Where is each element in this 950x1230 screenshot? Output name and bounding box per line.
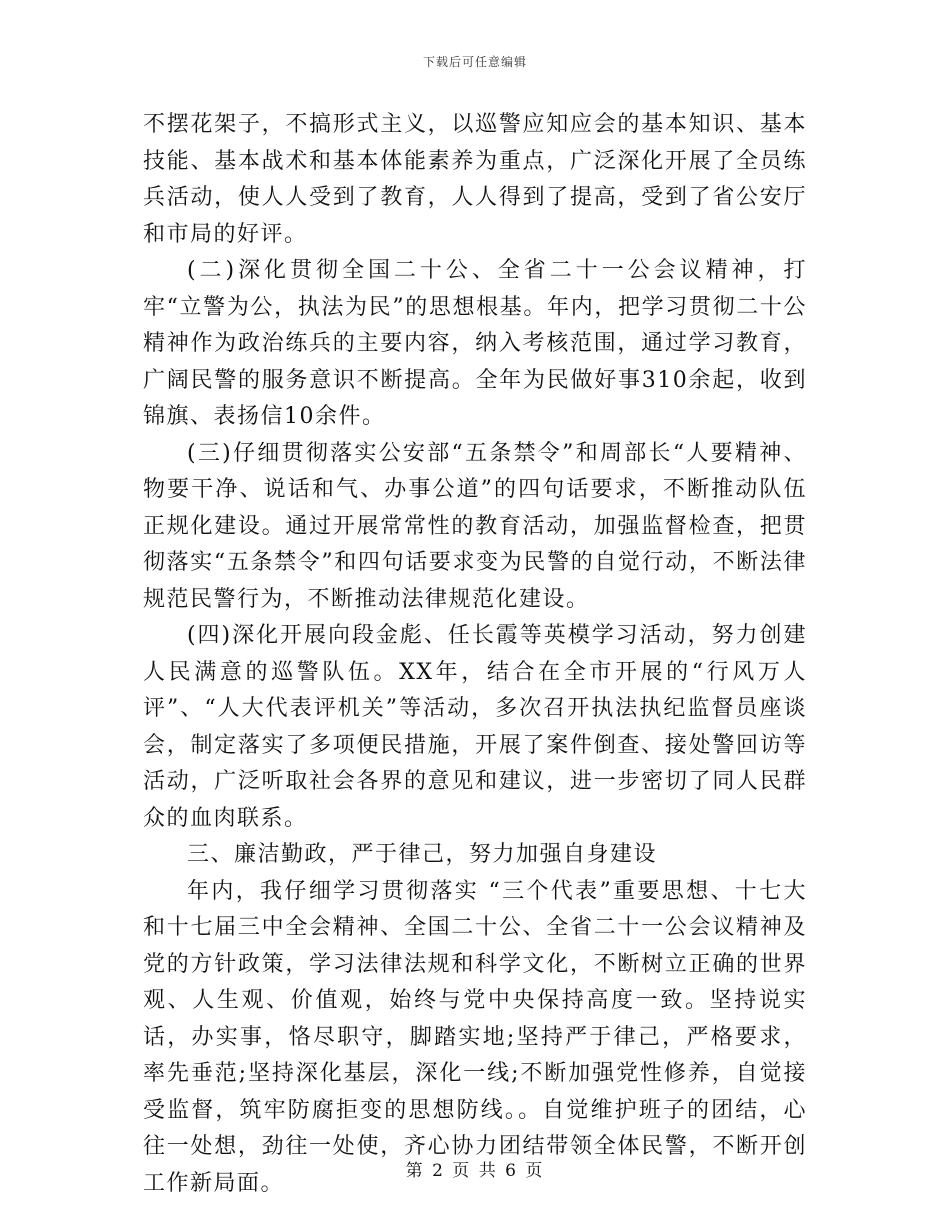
page-header: 下载后可任意编辑 xyxy=(422,55,527,69)
paragraph-section-body: 年内，我仔细学习贯彻落实 “三个代表”重要思想、十七大和十七届三中全会精神、全国二十公、全省二十一公会议精神及党的方针政策，学习法律法规和科学文化，不断树立正确的世界观、人生观、价值观，始终与党中央保持高度一致。坚持说实话，办实事，恪尽职守，脚踏实地;坚持严于律己，严格要求，率先垂范;坚持深化基层，深化一线;不断加强党性修养，自觉接受监督，筑牢防腐拒变的思想防线。。自觉维护班子的团结，心往一处想，劲往一处使，齐心协力团结带领全体民警，不断开创工作新局面。 xyxy=(143,878,807,1196)
document-body xyxy=(143,107,807,1202)
page-number-footer: 第 2 页 共 6 页 xyxy=(405,1161,545,1181)
paragraph-item-4: (四)深化开展向段金彪、任长霞等英模学习活动，努力创建人民满意的巡警队伍。XX年，结合在全市开展的“行风万人评”、“人大代表评机关”等活动，多次召开执法执纪监督员座谈会，制定落实了多项便民措施，开展了案件倒查、接处警回访等活动，广泛听取社会各界的意见和建议，进一步密切了同人民群众的血肉联系。 xyxy=(143,623,807,831)
paragraph-continuation: 不摆花架子，不搞形式主义，以巡警应知应会的基本知识、基本技能、基本战术和基本体能素养为重点，广泛深化开展了全员练兵活动，使人人受到了教育，人人得到了提高，受到了省公安厅和市局的好评。 xyxy=(143,112,807,247)
paragraph-item-3: (三)仔细贯彻落实公安部“五条禁令”和周部长“人要精神、物要干净、说话和气、办事公道”的四句话要求，不断推动队伍正规化建设。通过开展常常性的教育活动，加强监督检查，把贯彻落实“五条禁令”和四句话要求变为民警的自觉行动，不断法律规范民警行为，不断推动法律规范化建设。 xyxy=(143,440,807,612)
paragraph-item-2: (二)深化贯彻全国二十公、全省二十一公会议精神，打牢“立警为公，执法为民”的思想根基。年内，把学习贯彻二十公精神作为政治练兵的主要内容，纳入考核范围，通过学习教育，广阔民警的服务意识不断提高。全年为民做好事310余起，收到锦旗、表扬信10余件。 xyxy=(143,258,807,429)
section-heading: 三、廉洁勤政，严于律己，努力加强自身建设 xyxy=(187,842,658,867)
